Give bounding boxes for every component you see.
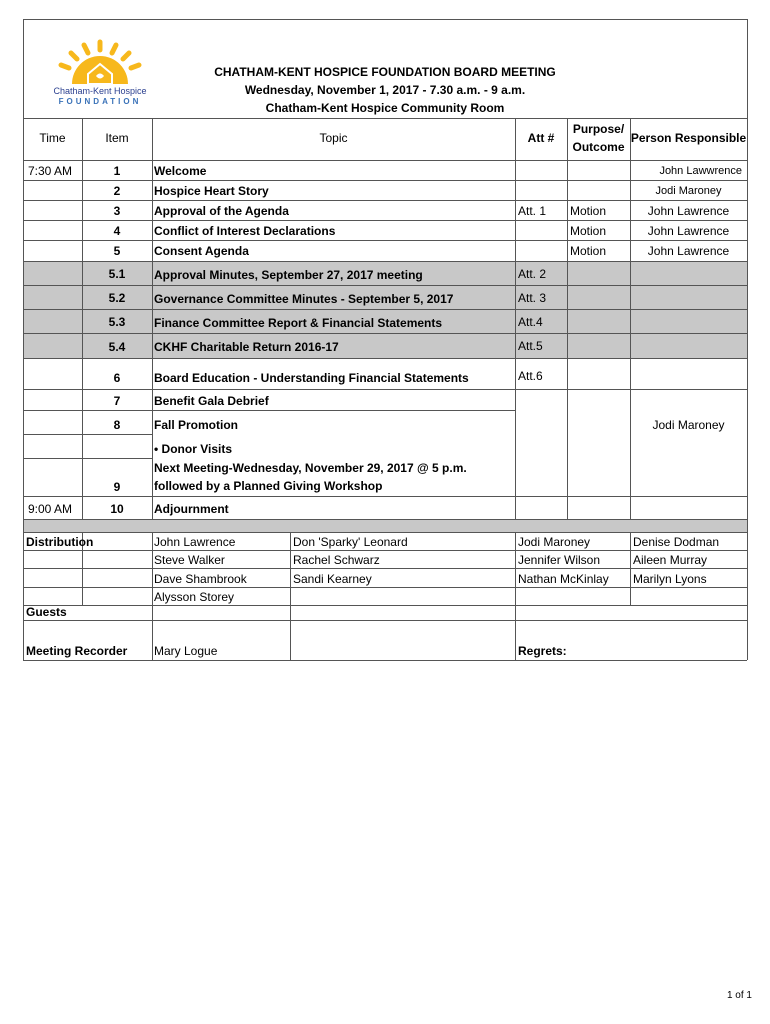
row-item: 9 bbox=[113, 480, 121, 494]
row-person: John Lawwrence bbox=[659, 165, 742, 177]
distribution-label: Distribution bbox=[26, 535, 94, 549]
row-person: John Lawrence bbox=[647, 244, 730, 258]
distribution-name: Jodi Maroney bbox=[518, 535, 591, 549]
regrets-label: Regrets: bbox=[518, 644, 567, 658]
header-purpose: Purpose/ bbox=[572, 122, 625, 136]
meeting-recorder-label: Meeting Recorder bbox=[26, 644, 128, 658]
row-item: 5.1 bbox=[108, 267, 126, 281]
meeting-date: Wednesday, November 1, 2017 - 7.30 a.m. - 9 a.m. bbox=[244, 83, 526, 97]
foundation-logo bbox=[48, 38, 152, 108]
row-topic: CKHF Charitable Return 2016-17 bbox=[154, 340, 339, 354]
row-time: 9:00 AM bbox=[28, 502, 73, 516]
row-topic: Next Meeting-Wednesday, November 29, 2017 @ 5 p.m. bbox=[154, 461, 467, 475]
row-item: 5.2 bbox=[108, 291, 126, 305]
logo-text-line1: Chatham-Kent Hospice bbox=[53, 86, 147, 96]
row-topic: Benefit Gala Debrief bbox=[154, 394, 269, 408]
row-topic: Consent Agenda bbox=[154, 244, 249, 258]
distribution-name: Steve Walker bbox=[154, 553, 225, 567]
distribution-name: Dave Shambrook bbox=[154, 572, 247, 586]
page-number: 1 of 1 bbox=[726, 990, 752, 1001]
row-topic: Board Education - Understanding Financial Statements bbox=[154, 371, 469, 385]
header-att: Att # bbox=[527, 131, 555, 145]
row-att: Att.6 bbox=[518, 369, 543, 383]
distribution-name: Nathan McKinlay bbox=[518, 572, 609, 586]
guests-label: Guests bbox=[26, 605, 67, 619]
sun-logo-icon bbox=[48, 38, 152, 86]
distribution-name: Alysson Storey bbox=[154, 590, 235, 604]
header-item: Item bbox=[105, 131, 129, 145]
shaded-separator bbox=[23, 519, 747, 532]
logo-text-line2: FOUNDATION bbox=[58, 97, 142, 106]
row-att: Att.4 bbox=[518, 315, 543, 329]
distribution-name: Denise Dodman bbox=[633, 535, 720, 549]
row-item: 3 bbox=[113, 204, 121, 218]
row-purpose: Motion bbox=[570, 224, 607, 238]
row-item: 7 bbox=[113, 394, 121, 408]
row-topic: Conflict of Interest Declarations bbox=[154, 224, 336, 238]
header-person: Person Responsible bbox=[630, 131, 747, 145]
header-outcome: Outcome bbox=[572, 140, 625, 154]
row-item: 4 bbox=[113, 224, 121, 238]
distribution-name: Marilyn Lyons bbox=[633, 572, 707, 586]
row-person: John Lawrence bbox=[647, 224, 730, 238]
distribution-name: Sandi Kearney bbox=[293, 572, 372, 586]
row-att: Att.5 bbox=[518, 339, 543, 353]
row-topic: Finance Committee Report & Financial Statements bbox=[154, 316, 443, 330]
row-topic-line2: followed by a Planned Giving Workshop bbox=[154, 479, 383, 493]
row-topic: Governance Committee Minutes - September 5, 2017 bbox=[154, 292, 454, 306]
row-att: Att. 3 bbox=[518, 291, 547, 305]
row-item: 1 bbox=[113, 164, 121, 178]
row-topic: Approval Minutes, September 27, 2017 meeting bbox=[154, 268, 423, 282]
row-att: Att. 2 bbox=[518, 267, 547, 281]
row-item: 6 bbox=[113, 371, 121, 385]
distribution-name: Rachel Schwarz bbox=[293, 553, 380, 567]
meeting-location: Chatham-Kent Hospice Community Room bbox=[265, 101, 505, 115]
row-item: 8 bbox=[113, 418, 121, 432]
row-person: Jodi Maroney bbox=[652, 418, 725, 432]
row-purpose: Motion bbox=[570, 204, 607, 218]
row-person: John Lawrence bbox=[647, 204, 730, 218]
header-time: Time bbox=[39, 131, 66, 145]
row-item: 5.3 bbox=[108, 315, 126, 329]
row-topic: Hospice Heart Story bbox=[154, 184, 269, 198]
row-item: 5.4 bbox=[108, 340, 126, 354]
meeting-recorder-name: Mary Logue bbox=[154, 644, 218, 658]
header-topic: Topic bbox=[319, 131, 348, 145]
distribution-name: Jennifer Wilson bbox=[518, 553, 601, 567]
row-topic: Welcome bbox=[154, 164, 207, 178]
distribution-name: John Lawrence bbox=[154, 535, 236, 549]
meeting-title: CHATHAM-KENT HOSPICE FOUNDATION BOARD MEETING bbox=[214, 65, 556, 79]
row-topic: Fall Promotion bbox=[154, 418, 238, 432]
row-topic: Adjournment bbox=[154, 502, 229, 516]
row-item: 5 bbox=[113, 244, 121, 258]
row-time: 7:30 AM bbox=[28, 164, 73, 178]
row-att: Att. 1 bbox=[518, 204, 547, 218]
row-topic: Approval of the Agenda bbox=[154, 204, 289, 218]
row-purpose: Motion bbox=[570, 244, 607, 258]
distribution-name: Aileen Murray bbox=[633, 553, 708, 567]
row-item: 10 bbox=[110, 502, 124, 516]
row-topic: • Donor Visits bbox=[154, 442, 232, 456]
row-person: Jodi Maroney bbox=[655, 185, 722, 197]
distribution-name: Don 'Sparky' Leonard bbox=[293, 535, 408, 549]
row-item: 2 bbox=[113, 184, 121, 198]
